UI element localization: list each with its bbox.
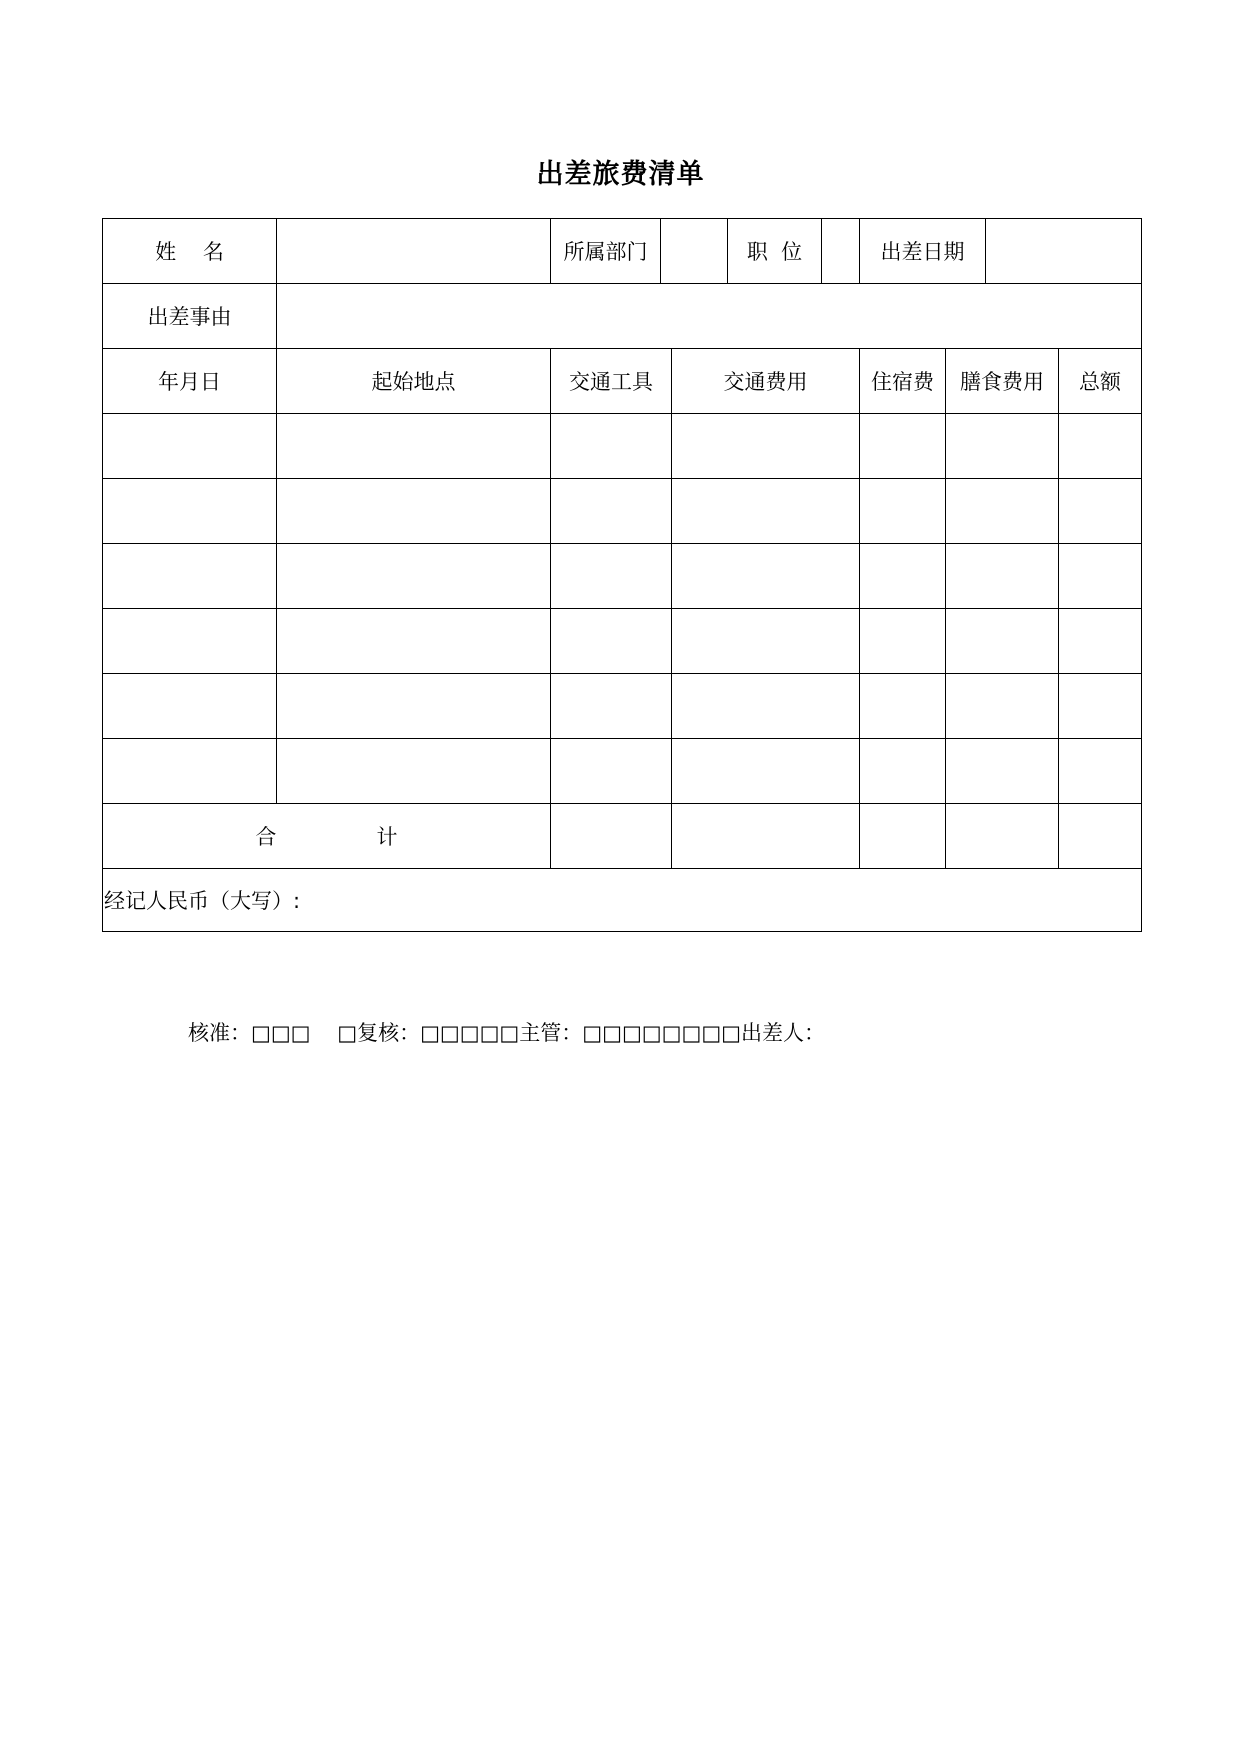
total-cell[interactable]: [1059, 674, 1142, 739]
transport-cell[interactable]: [551, 609, 672, 674]
amount-words-row: [103, 869, 1142, 932]
transport-cost-cell[interactable]: [672, 414, 860, 479]
transport-total-cell[interactable]: [551, 804, 672, 869]
col-meals: 膳食费用: [946, 349, 1059, 414]
meals-cell[interactable]: [946, 739, 1059, 804]
route-cell[interactable]: [277, 479, 551, 544]
table-row: [103, 674, 1142, 739]
transport-cell[interactable]: [551, 544, 672, 609]
lodging-cell[interactable]: [860, 544, 946, 609]
transport-cell[interactable]: [551, 674, 672, 739]
transport-cost-cell[interactable]: [672, 739, 860, 804]
position-field[interactable]: [822, 219, 860, 284]
meals-cell[interactable]: [946, 414, 1059, 479]
date-cell[interactable]: [103, 674, 277, 739]
meals-cell[interactable]: [946, 674, 1059, 739]
transport-cost-cell[interactable]: [672, 609, 860, 674]
col-lodging: 住宿费: [860, 349, 946, 414]
trip-date-label: 出差日期: [860, 219, 986, 284]
route-cell[interactable]: [277, 674, 551, 739]
table-row: [103, 609, 1142, 674]
lodging-cell[interactable]: [860, 674, 946, 739]
total-cell[interactable]: [1059, 414, 1142, 479]
total-cell[interactable]: [1059, 739, 1142, 804]
total-cell[interactable]: [1059, 609, 1142, 674]
total-cell[interactable]: [1059, 479, 1142, 544]
transport-cost-cell[interactable]: [672, 479, 860, 544]
table-row: [103, 544, 1142, 609]
date-cell[interactable]: [103, 739, 277, 804]
col-total: 总额: [1059, 349, 1142, 414]
date-cell[interactable]: [103, 479, 277, 544]
lodging-cell[interactable]: [860, 609, 946, 674]
col-transport: 交通工具: [551, 349, 672, 414]
document-title: 出差旅费清单: [536, 159, 705, 190]
department-label: 所属部门: [551, 219, 661, 284]
transport-cost-total-cell[interactable]: [672, 804, 860, 869]
col-date: 年月日: [103, 349, 277, 414]
header-row: [103, 219, 1142, 284]
reason-row: [103, 284, 1142, 349]
meals-cell[interactable]: [946, 609, 1059, 674]
table-row: [103, 414, 1142, 479]
col-route: 起始地点: [277, 349, 551, 414]
lodging-cell[interactable]: [860, 739, 946, 804]
transport-cell[interactable]: [551, 414, 672, 479]
approval-line: 核准：□□□ □复核：□□□□□主管：□□□□□□□□出差人：: [188, 1021, 826, 1045]
trip-date-field[interactable]: [986, 219, 1142, 284]
name-label: 姓 名: [103, 219, 277, 284]
reason-label: 出差事由: [103, 284, 277, 349]
amount-words-label[interactable]: 经记人民币（大写）:: [103, 869, 1142, 932]
travel-expense-table: [102, 218, 1142, 932]
total-label: 合 计: [103, 804, 551, 869]
grand-total-cell[interactable]: [1059, 804, 1142, 869]
route-cell[interactable]: [277, 739, 551, 804]
meals-cell[interactable]: [946, 479, 1059, 544]
col-transport-cost: 交通费用: [672, 349, 860, 414]
total-cell[interactable]: [1059, 544, 1142, 609]
column-header-row: [103, 349, 1142, 414]
lodging-total-cell[interactable]: [860, 804, 946, 869]
route-cell[interactable]: [277, 544, 551, 609]
date-cell[interactable]: [103, 544, 277, 609]
meals-total-cell[interactable]: [946, 804, 1059, 869]
total-row: [103, 804, 1142, 869]
reason-field[interactable]: [277, 284, 1142, 349]
table-row: [103, 479, 1142, 544]
lodging-cell[interactable]: [860, 479, 946, 544]
date-cell[interactable]: [103, 414, 277, 479]
transport-cost-cell[interactable]: [672, 674, 860, 739]
department-field[interactable]: [661, 219, 728, 284]
transport-cost-cell[interactable]: [672, 544, 860, 609]
position-label: 职 位: [728, 219, 822, 284]
transport-cell[interactable]: [551, 479, 672, 544]
table-row: [103, 739, 1142, 804]
name-field[interactable]: [277, 219, 551, 284]
meals-cell[interactable]: [946, 544, 1059, 609]
date-cell[interactable]: [103, 609, 277, 674]
transport-cell[interactable]: [551, 739, 672, 804]
route-cell[interactable]: [277, 609, 551, 674]
lodging-cell[interactable]: [860, 414, 946, 479]
route-cell[interactable]: [277, 414, 551, 479]
